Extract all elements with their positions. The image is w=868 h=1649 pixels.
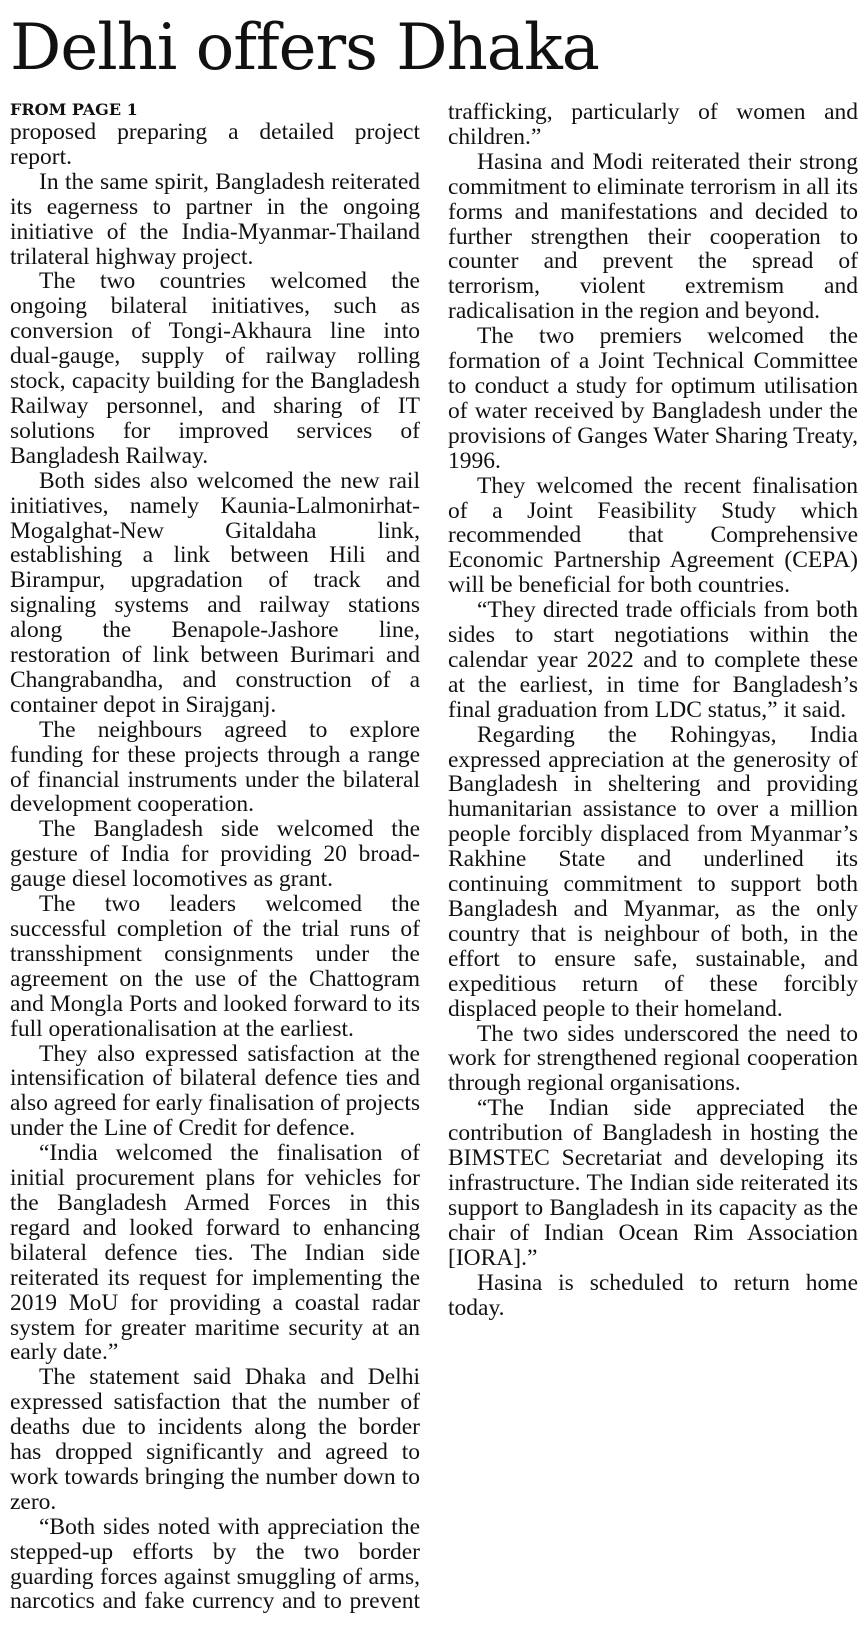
paragraph: The two premiers welcomed the formation of a Joint Technical Committee to conduct a study for optimum utilisation of water received by Bangladesh under the provisions of Ganges Water Sharing Treaty, 1996. — [448, 323, 858, 474]
paragraph: proposed preparing a detailed project report. — [10, 119, 420, 170]
paragraph: “They directed trade officials from both sides to start negotiations within the calendar year 2022 and to complete these at the earliest, in time for Bangladesh’s final graduation from LDC status,” it said. — [448, 597, 858, 723]
paragraph: They also expressed satisfaction at the intensification of bilateral defence ties and also agreed for early finalisation of projects under the Line of Credit for defence. — [10, 1040, 420, 1142]
headline: Delhi offers Dhaka — [10, 11, 599, 85]
paragraph: The neighbours agreed to explore funding for these projects through a range of financial instruments under the bilateral development cooperation. — [10, 716, 420, 818]
paragraph: The two leaders welcomed the successful completion of the trial runs of transshipment consignments under the agreement on the use of the Chattogram and Mongla Ports and looked forward to its full operationalisation at the earliest. — [10, 891, 420, 1042]
paragraph: Hasina and Modi reiterated their strong commitment to eliminate terrorism in all its forms and manifestations and decided to further strengthen their cooperation to counter and prevent the spread of terrorism, violent extremism and radicalisation in the region and beyond. — [448, 148, 858, 325]
paragraph: “Both sides noted with appreciation the stepped-up efforts by the two border guarding forces against smuggling of arms, narcotics and fake currency and to prevent trafficking, particularly of women and children.” — [10, 99, 858, 1615]
paragraph: “The Indian side appreciated the contribution of Bangladesh in hosting the BIMSTEC Secretariat and developing its infrastructure. The Indian side reiterated its support to Bangladesh in its capacity as the chair of Indian Ocean Rim Association [IORA].” — [448, 1095, 858, 1271]
article-body — [10, 100, 858, 1645]
paragraph: The two sides underscored the need to work for strengthened regional cooperation through regional organisations. — [448, 1020, 858, 1097]
paragraph: They welcomed the recent finalisation of a Joint Feasibility Study which recommended that Comprehensive Economic Partnership Agreement (CEPA) will be beneficial for both countries. — [448, 472, 858, 599]
paragraph: The Bangladesh side welcomed the gesture of India for providing 20 broad-gauge diesel locomotives as grant. — [10, 816, 420, 893]
paragraph: The statement said Dhaka and Delhi expressed satisfaction that the number of deaths due to incidents along the border has dropped significantly and agreed to work towards bringing the number down to zero. — [10, 1364, 420, 1515]
paragraph: Both sides also welcomed the new rail initiatives, namely Kaunia-Lalmonirhat-Mogalghat-New Gitaldaha link, establishing a link between Hili and Birampur, upgradation of track and signaling systems and railway stations along the Benapole-Jashore line, restoration of link between Burimari and Changrabandha, and construction of a container depot in Sirajganj. — [10, 467, 420, 718]
jump-label: FROM PAGE 1 — [10, 100, 138, 119]
paragraph: “India welcomed the finalisation of initial procurement plans for vehicles for the Bangladesh Armed Forces in this regard and looked forward to enhancing bilateral defence ties. The Indian side reiterated its request for implementing the 2019 MoU for providing a coastal radar system for greater maritime security at an early date.” — [10, 1140, 420, 1366]
paragraph: Hasina is scheduled to return home today. — [448, 1269, 858, 1321]
paragraph: In the same spirit, Bangladesh reiterated its eagerness to partner in the ongoing initiative of the India-Myanmar-Thailand trilateral highway project. — [10, 168, 420, 270]
paragraph: The two countries welcomed the ongoing bilateral initiatives, such as conversion of Tongi-Akhaura line into dual-gauge, supply of railway rolling stock, capacity building for the Bangladesh Railway personnel, and sharing of IT solutions for improved services of Bangladesh Railway. — [10, 268, 420, 469]
paragraph: Regarding the Rohingyas, India expressed appreciation at the generosity of Bangladesh in sheltering and providing humanitarian assistance to over a million people forcibly displaced from Myanmar’s Rakhine State and underlined its continuing commitment to support both Bangladesh and Myanmar, as the only country that is neighbour of both, in the effort to ensure safe, sustainable, and expeditious return of these forcibly displaced people to their homeland. — [448, 721, 858, 1022]
